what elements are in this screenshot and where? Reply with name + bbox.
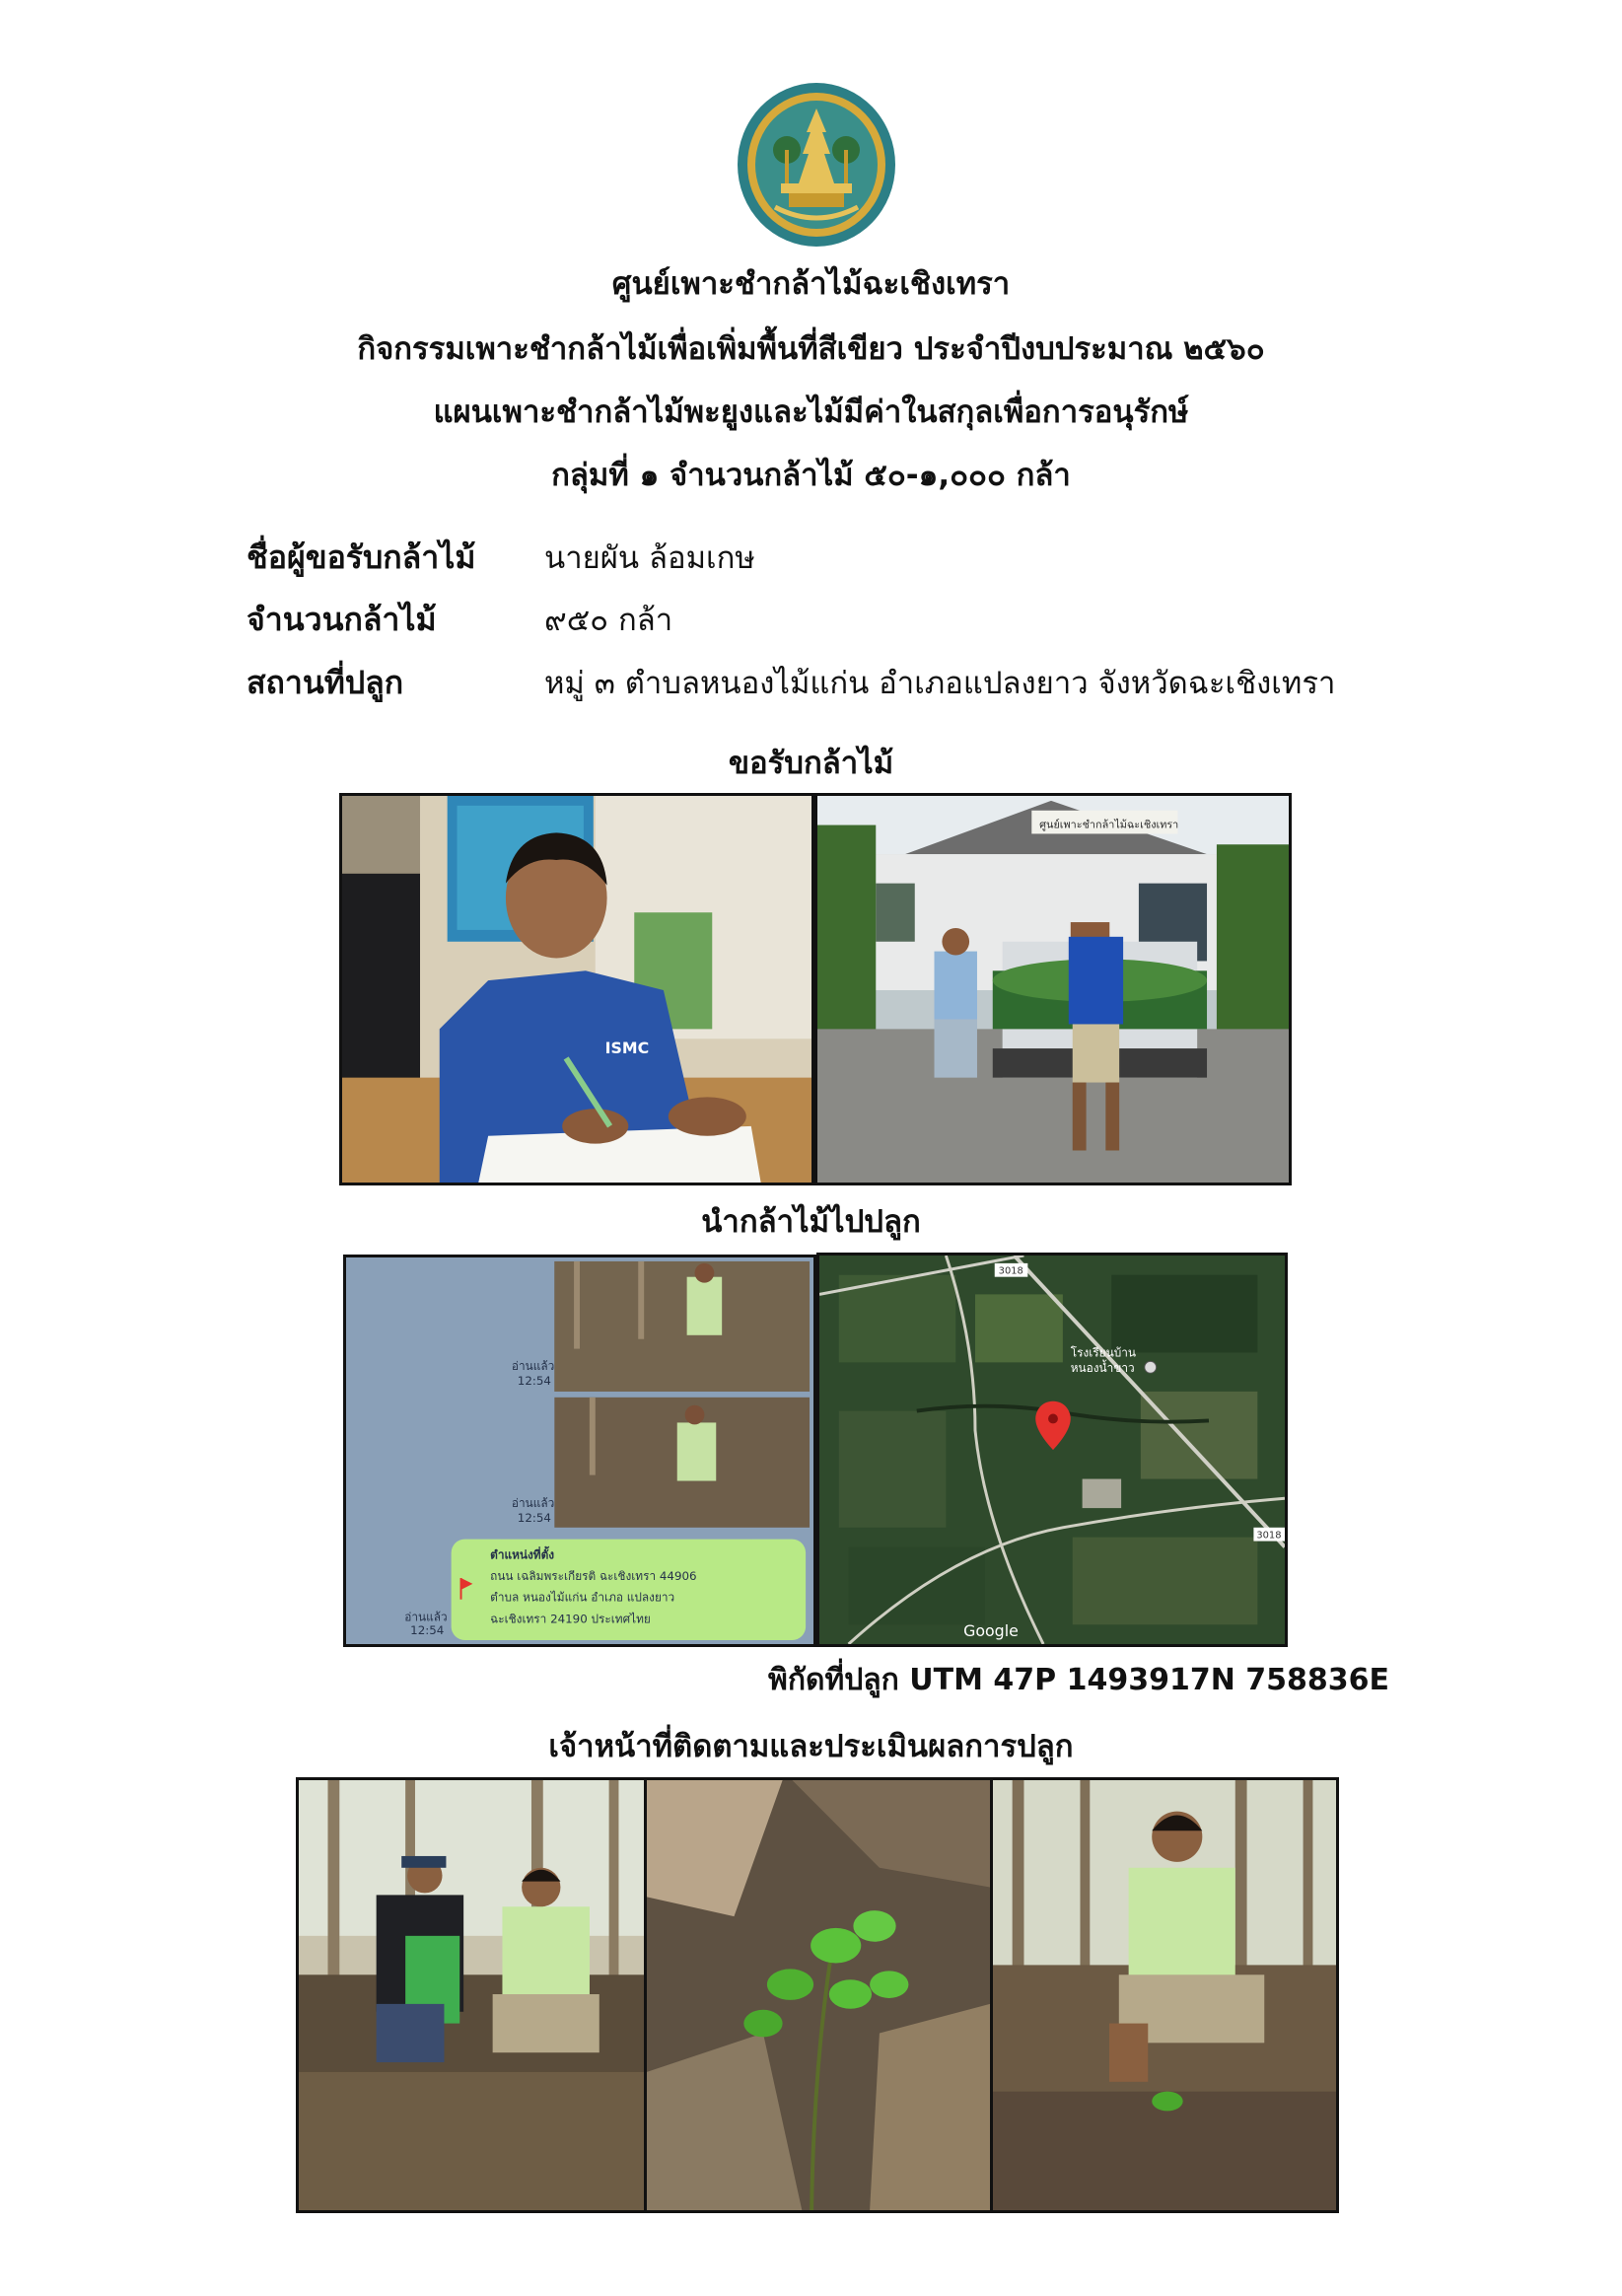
read-receipt-3: อ่านแล้ว: [404, 1610, 448, 1624]
org-title: ศูนย์เพาะชำกล้าไม้ฉะเชิงเทรา: [611, 266, 1011, 302]
time-2: 12:54: [517, 1510, 551, 1525]
building-sign-text: ศูนย์เพาะชำกล้าไม้ฉะเชิงเทรา: [1039, 818, 1179, 831]
location-value: หมู่ ๓ ตำบลหนองไม้แก่น อำเภอแปลงยาว จังหวัดฉะเชิงเทรา: [544, 666, 1336, 701]
chat-screenshot: [343, 1255, 816, 1647]
planting-coordinates: พิกัดที่ปลูก UTM 47P 1493917N 758836E: [768, 1663, 1389, 1697]
photo-officer-with-farmer: [296, 1777, 647, 2213]
section-take-caption: นำกล้าไม้ไปปลูก: [701, 1204, 921, 1240]
photo-signing-form: [339, 793, 814, 1185]
recipient-label: ชื่อผู้ขอรับกล้าไม้: [247, 538, 476, 576]
road-shield-1: 3018: [998, 1265, 1023, 1277]
satellite-map: [816, 1253, 1288, 1647]
photo-seedling-closeup: [644, 1777, 993, 2213]
photo-seedling-pickup: [814, 793, 1292, 1185]
photo-farmer-with-seedling: [990, 1777, 1339, 2213]
department-emblem: [736, 81, 897, 249]
group-title: กลุ่มที่ ๑ จำนวนกล้าไม้ ๕๐-๑,๐๐๐ กล้า: [551, 458, 1071, 493]
section-receive-caption: ขอรับกล้าไม้: [728, 746, 894, 781]
read-receipt-2: อ่านแล้ว: [511, 1496, 555, 1511]
plan-title: แผนเพาะชำกล้าไม้พะยูงและไม้มีค่าในสกุลเพื่อการอนุรักษ์: [433, 395, 1189, 430]
section-monitor-caption: เจ้าหน้าที่ติดตามและประเมินผลการปลูก: [548, 1729, 1074, 1764]
read-receipt-1: อ่านแล้ว: [511, 1359, 555, 1374]
map-provider-logo: Google: [963, 1621, 1019, 1641]
location-title: ตำแหน่งที่ตั้ง: [490, 1547, 555, 1562]
recipient-value: นายผัน ล้อมเกษ: [544, 540, 755, 576]
road-shield-2: 3018: [1256, 1530, 1282, 1542]
address-line-2: ตำบล หนองไม้แก่น อำเภอ แปลงยาว: [490, 1590, 675, 1605]
shirt-print: ISMC: [604, 1039, 650, 1057]
map-place-label-1: โรงเรียนบ้าน: [1070, 1345, 1136, 1360]
activity-title: กิจกรรมเพาะชำกล้าไม้เพื่อเพิ่มพื้นที่สีเขียว ประจำปีงบประมาณ ๒๕๖๐: [357, 331, 1265, 367]
address-line-1: ถนน เฉลิมพระเกียรติ ฉะเชิงเทรา 44906: [490, 1569, 697, 1583]
quantity-value: ๙๕๐ กล้า: [544, 603, 673, 638]
location-label: สถานที่ปลูก: [247, 664, 404, 701]
address-line-3: ฉะเชิงเทรา 24190 ประเทศไทย: [490, 1612, 651, 1626]
map-place-label-2: หนองน้ำขาว: [1070, 1361, 1135, 1376]
time-1: 12:54: [517, 1374, 551, 1389]
time-3: 12:54: [410, 1623, 445, 1638]
quantity-label: จำนวนกล้าไม้: [247, 601, 437, 638]
